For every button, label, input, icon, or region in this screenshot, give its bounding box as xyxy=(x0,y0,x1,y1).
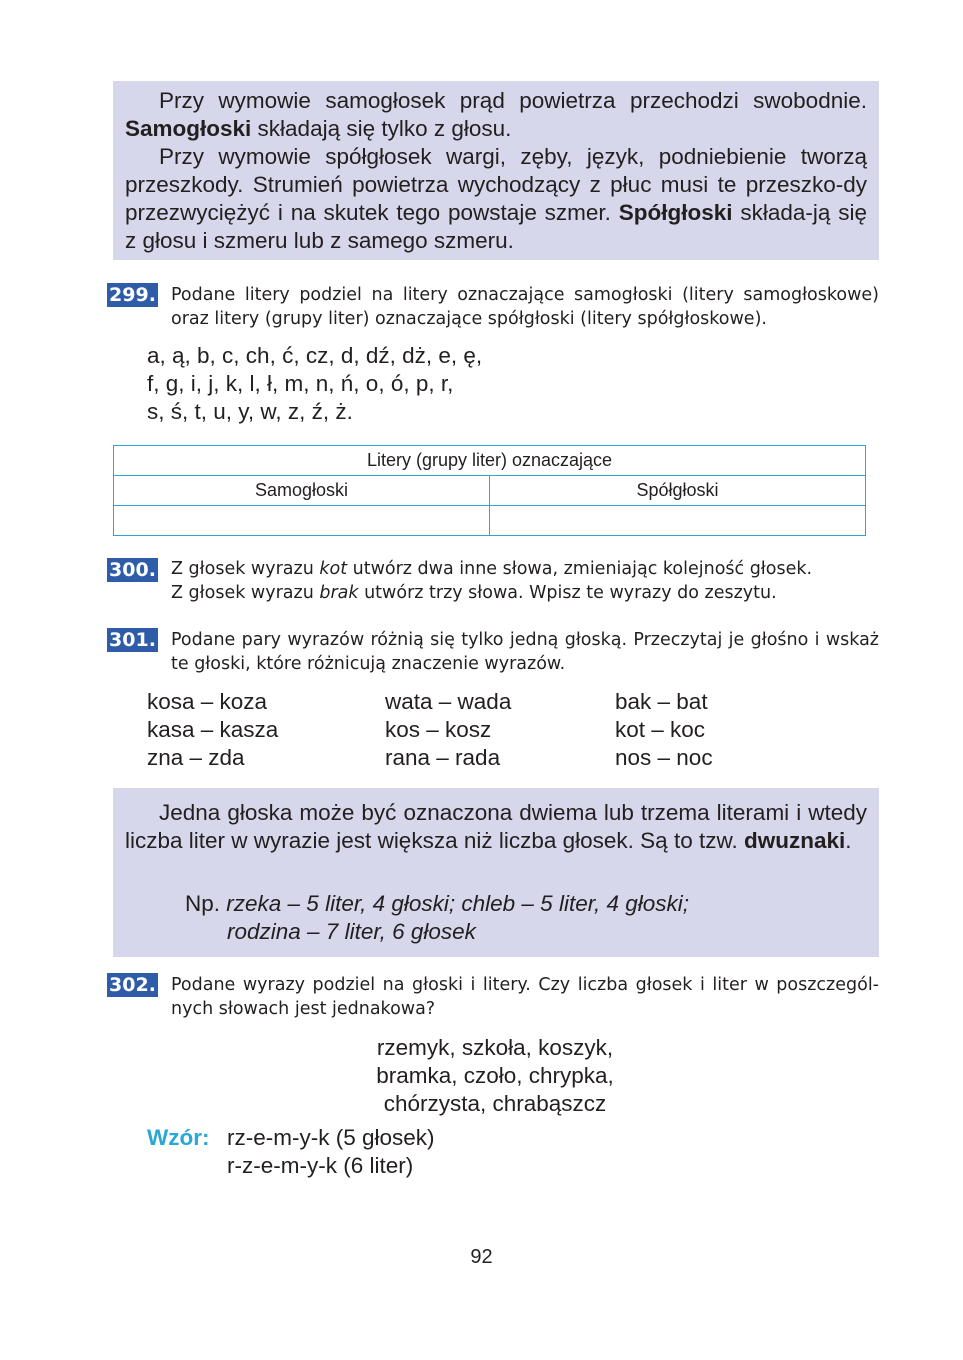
wzor-line: rz-e-m-y-k (5 głosek) xyxy=(227,1125,435,1150)
word-pairs-column-2 xyxy=(385,688,511,772)
info-text: Jedna głoska może być oznaczona dwiema lub trzema literami i wtedy liczba liter w wyrazie jest większa niż liczba głosek. Są to tzw. xyxy=(125,800,867,853)
word-pair: kos – kosz xyxy=(385,717,492,742)
word-pair: kot – koc xyxy=(615,717,706,742)
exercise-300-instruction xyxy=(171,557,879,605)
instruction-text: Z głosek wyrazu xyxy=(171,559,320,579)
example-text: rodzina – 7 liter, 6 głosek xyxy=(227,919,476,944)
info-paragraph-vowels xyxy=(125,87,867,143)
word-pair: bak – bat xyxy=(615,689,708,714)
page-number: 92 xyxy=(470,1246,493,1268)
example-prefix: Np. xyxy=(185,891,227,916)
example-text: rzeka – 5 liter, 4 głoski; chleb – 5 liter, 4 głoski; xyxy=(226,891,689,916)
word-pair: rana – rada xyxy=(385,745,501,770)
info-text: składa-ją się z głosu i szmeru lub z samego szmeru. xyxy=(125,200,867,253)
word-kot: kot xyxy=(319,559,348,579)
word-pair: nos – noc xyxy=(615,745,713,770)
exercise-299-instruction: Podane litery podziel na litery oznaczające samogłoski (litery samogłoskowe) oraz litery (grupy liter) oznaczające spółgłoski (litery spółgłoskowe). xyxy=(171,285,879,329)
info-text: Przy wymowie spółgłosek wargi, zęby, język, podniebienie tworzą przeszkody. Strumień powietrza wychodzący z płuc musi te przeszko-dy przezwyciężyć i na skutek tego powstaje szmer. xyxy=(125,144,867,225)
wzor-label: Wzór: xyxy=(147,1125,210,1150)
term-spolgloski: Spółgłoski xyxy=(618,200,733,225)
word-brak: brak xyxy=(319,583,359,603)
exercise-number-299: 299. xyxy=(107,283,158,307)
info-paragraph-consonants xyxy=(125,143,867,255)
words-line: bramka, czoło, chrypka, xyxy=(376,1063,614,1088)
instruction-text: utwórz dwa inne słowa, zmieniając kolejność głosek. xyxy=(347,559,813,579)
letters-classification-table xyxy=(113,445,866,536)
table-cell-empty xyxy=(490,506,866,536)
word-pair: wata – wada xyxy=(385,689,512,714)
table-header: Litery (grupy liter) oznaczające xyxy=(114,446,866,476)
exercise-301-instruction: Podane pary wyrazów różnią się tylko jedną głoską. Przeczytaj je głośno i wskaż te głoski, które różnicują znaczenie wyrazów. xyxy=(171,630,879,674)
words-line: rzemyk, szkoła, koszyk, xyxy=(376,1035,614,1060)
info-text: składają się tylko z głosu. xyxy=(251,116,512,141)
word-pairs-column-1 xyxy=(147,688,278,772)
exercise-number-301: 301. xyxy=(107,628,158,652)
letters-line: s, ś, t, u, y, w, z, ź, ż. xyxy=(147,399,353,424)
wzor-example xyxy=(227,1124,435,1180)
wzor-line: r-z-e-m-y-k (6 liter) xyxy=(227,1153,414,1178)
word-pair: kosa – koza xyxy=(147,689,268,714)
term-dwuznaki: dwuznaki xyxy=(743,828,846,853)
example-line-2 xyxy=(227,918,476,946)
instruction-text: utwórz trzy słowa. Wpisz te wyrazy do zeszytu. xyxy=(358,583,777,603)
words-to-divide xyxy=(300,1034,690,1118)
exercise-number-302: 302. xyxy=(107,973,158,997)
info-text: . xyxy=(845,828,852,853)
letters-line: f, g, i, j, k, l, ł, m, n, ń, o, ó, p, r, xyxy=(147,371,454,396)
instruction-line xyxy=(171,557,879,581)
info-box-vowels-consonants xyxy=(113,81,879,260)
word-pair: kasa – kasza xyxy=(147,717,279,742)
info-text: Przy wymowie samogłosek prąd powietrza przechodzi swobodnie. xyxy=(159,88,867,113)
info-paragraph-dwuznaki xyxy=(125,799,867,855)
words-line: chórzysta, chrabąszcz xyxy=(383,1091,607,1116)
table-col-samogloski: Samogłoski xyxy=(114,476,490,506)
term-samogloski: Samogłoski xyxy=(125,116,252,141)
example-line-1 xyxy=(185,890,689,918)
letters-line: a, ą, b, c, ch, ć, cz, d, dź, dż, e, ę, xyxy=(147,343,483,368)
word-pair: zna – zda xyxy=(147,745,245,770)
table-col-spolgloski: Spółgłoski xyxy=(490,476,866,506)
instruction-text: Z głosek wyrazu xyxy=(171,583,320,603)
table-cell-empty xyxy=(114,506,490,536)
exercise-302-instruction: Podane wyrazy podziel na głoski i litery. Czy liczba głosek i liter w poszczegól-nych słowach jest jednakowa? xyxy=(171,975,879,1019)
letters-list xyxy=(147,342,482,426)
word-pairs-column-3 xyxy=(615,688,713,772)
instruction-line xyxy=(171,581,879,605)
exercise-number-300: 300. xyxy=(107,558,158,582)
